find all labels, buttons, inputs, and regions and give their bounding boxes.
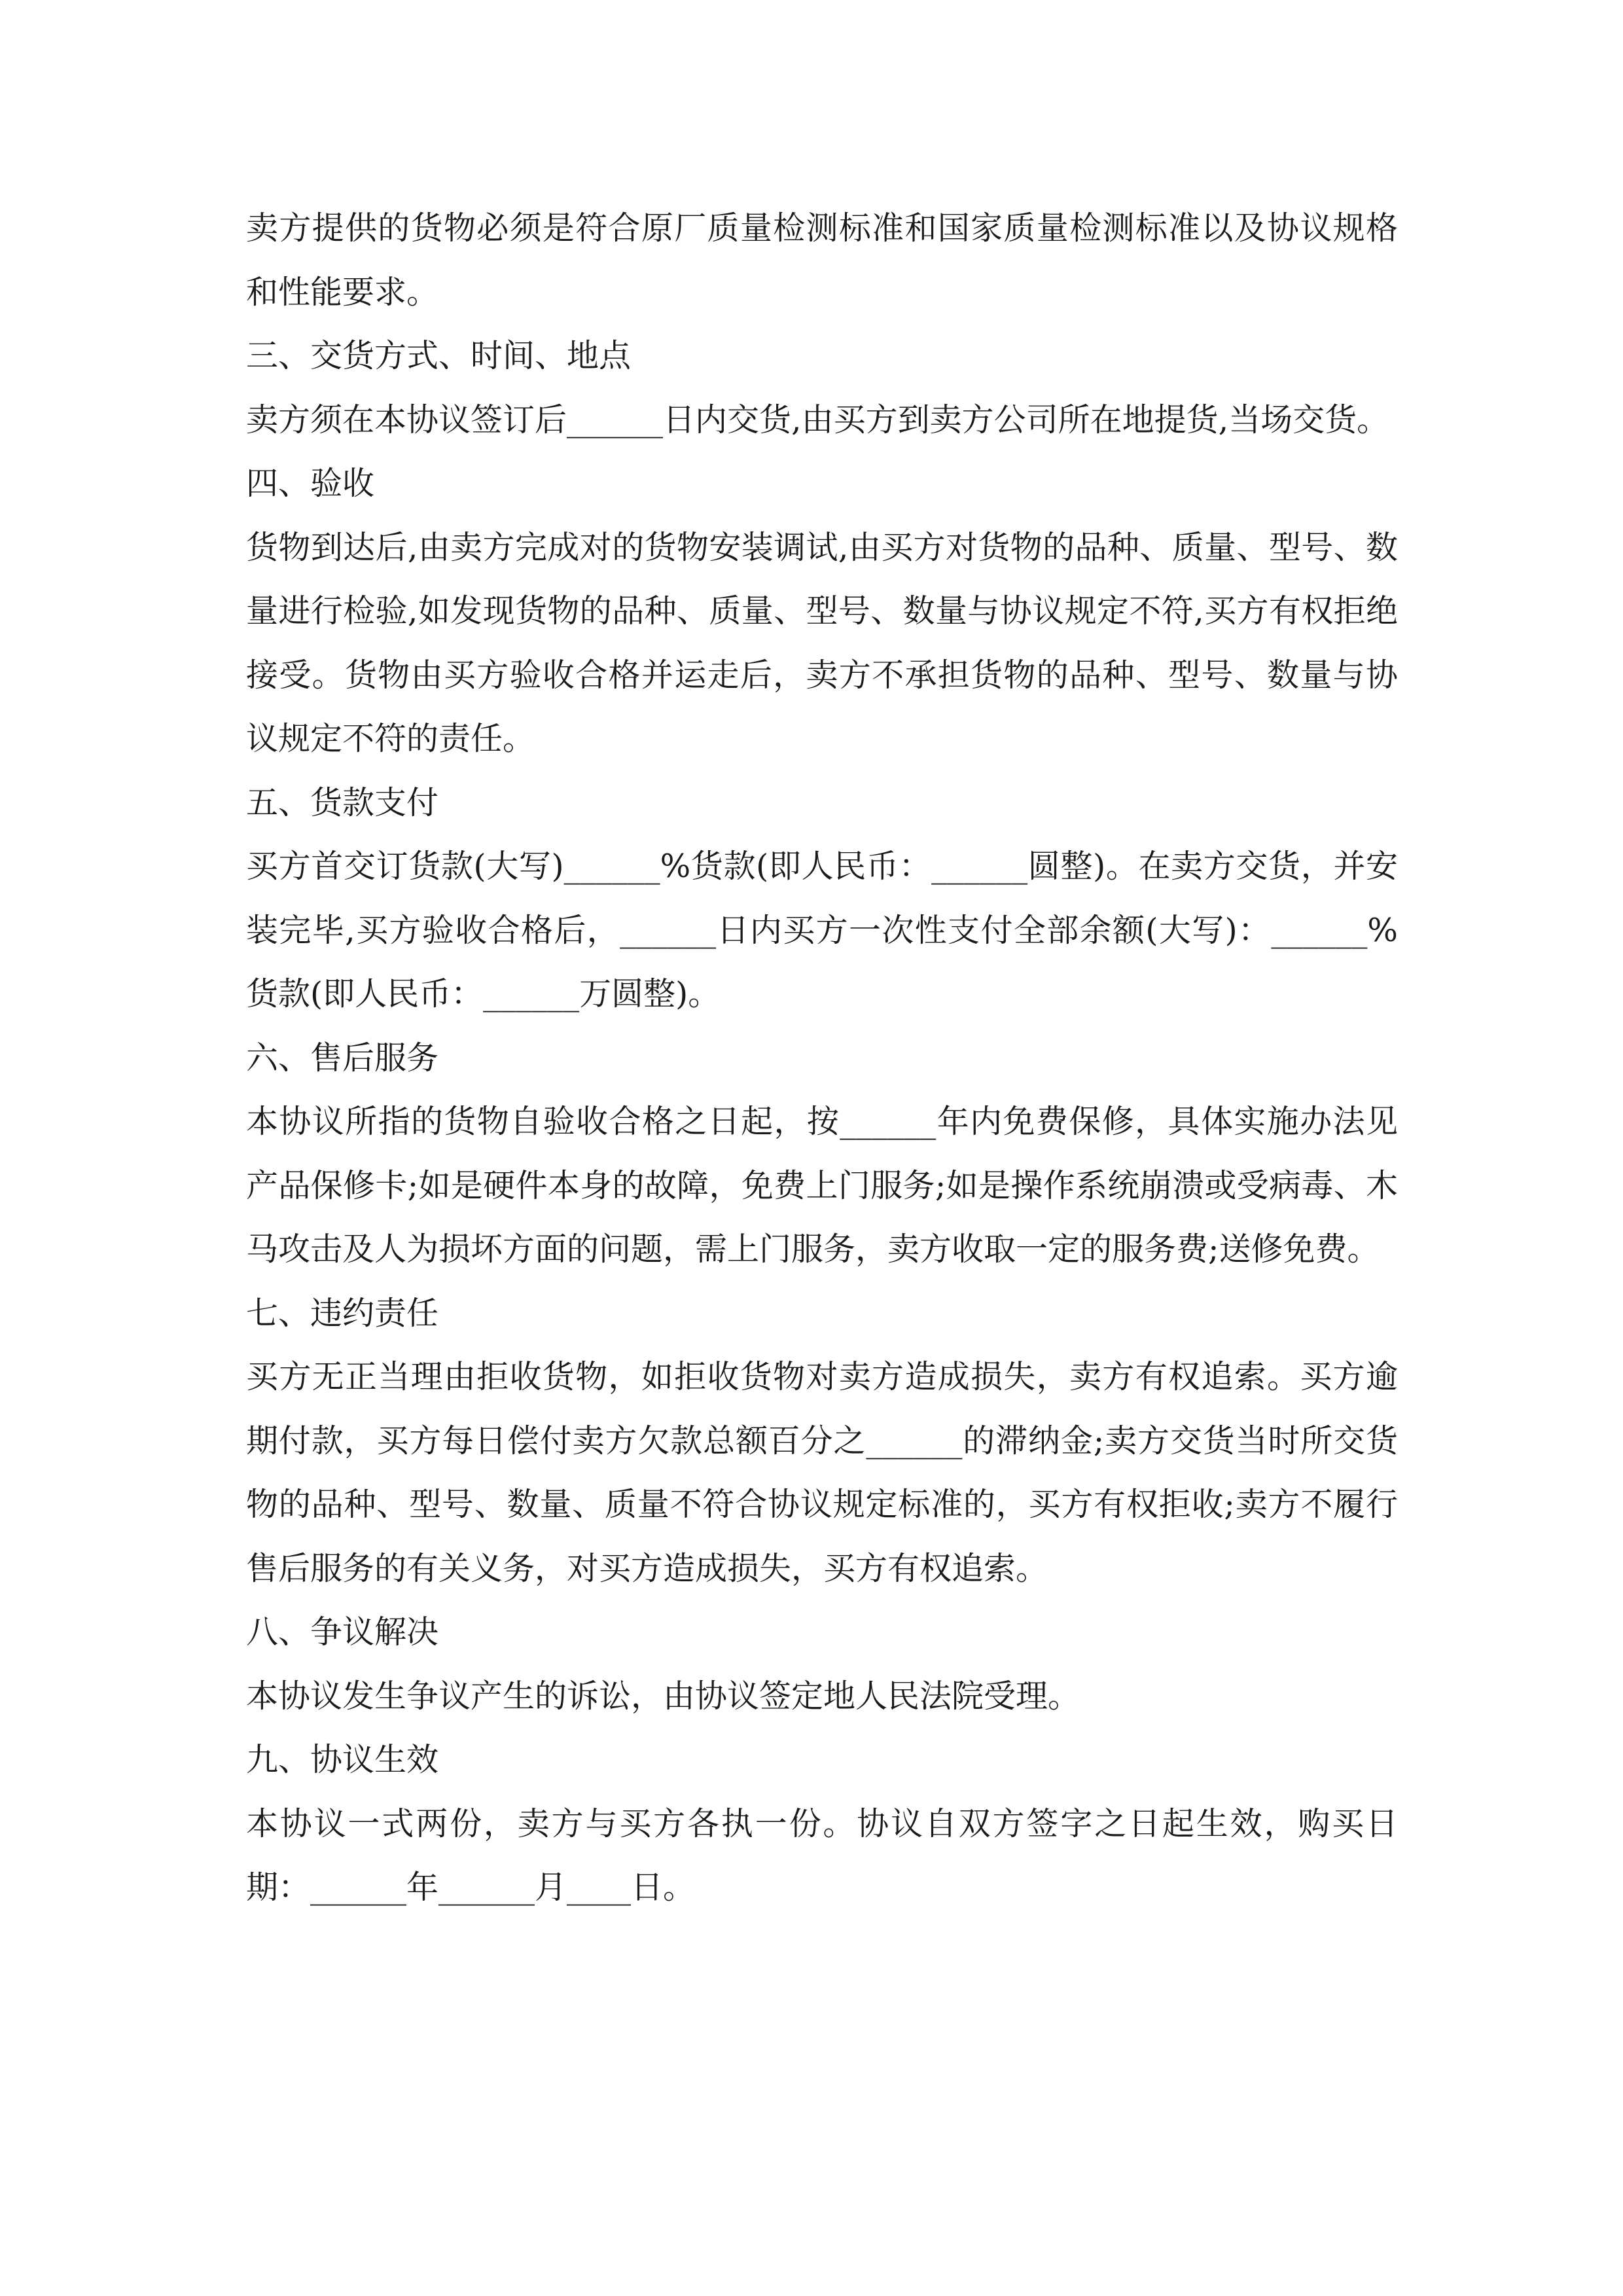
payment-paragraph: 买方首交订货款(大写)______%货款(即人民币：______圆整)。在卖方交货，并安装完毕,买方验收合格后，______日内买方一次性支付全部余额(大写)：______%货款(即人民币：______万圆整)。 [246,848,1398,1013]
section-heading-liability: 七、违约责任 [246,1294,439,1332]
dispute-paragraph: 本协议发生争议产生的诉讼，由协议签定地人民法院受理。 [246,1677,1080,1715]
document-body [246,196,1398,1920]
quality-requirement-paragraph: 卖方提供的货物必须是符合原厂质量检测标准和国家质量检测标准以及协议规格和性能要求。 [246,209,1398,311]
effect-paragraph: 本协议一式两份，卖方与买方各执一份。协议自双方签字之日起生效，购买日期：______年______月____日。 [246,1804,1398,1906]
section-heading-delivery: 三、交货方式、时间、地点 [246,337,632,374]
acceptance-paragraph: 货物到达后,由卖方完成对的货物安装调试,由买方对货物的品种、质量、型号、数量进行检验,如发现货物的品种、质量、型号、数量与协议规定不符,买方有权拒绝接受。货物由买方验收合格并运走后，卖方不承担货物的品种、型号、数量与协议规定不符的责任。 [246,528,1398,757]
after-sales-paragraph: 本协议所指的货物自验收合格之日起，按______年内免费保修，具体实施办法见产品保修卡;如是硬件本身的故障，免费上门服务;如是操作系统崩溃或受病毒、木马攻击及人为损坏方面的问题，需上门服务，卖方收取一定的服务费;送修免费。 [246,1103,1398,1268]
section-heading-effect: 九、协议生效 [246,1741,439,1778]
section-heading-acceptance: 四、验收 [246,465,375,502]
section-heading-payment: 五、货款支付 [246,783,439,821]
section-heading-dispute: 八、争议解决 [246,1613,439,1651]
delivery-paragraph: 卖方须在本协议签订后______日内交货,由买方到卖方公司所在地提货,当场交货。 [246,401,1389,439]
liability-paragraph: 买方无正当理由拒收货物，如拒收货物对卖方造成损失，卖方有权追索。买方逾期付款，买方每日偿付卖方欠款总额百分之______的滞纳金;卖方交货当时所交货物的品种、型号、数量、质量不符合协议规定标准的，买方有权拒收;卖方不履行售后服务的有关义务，对买方造成损失，买方有权追索。 [246,1358,1398,1587]
section-heading-after-sales: 六、售后服务 [246,1039,439,1077]
